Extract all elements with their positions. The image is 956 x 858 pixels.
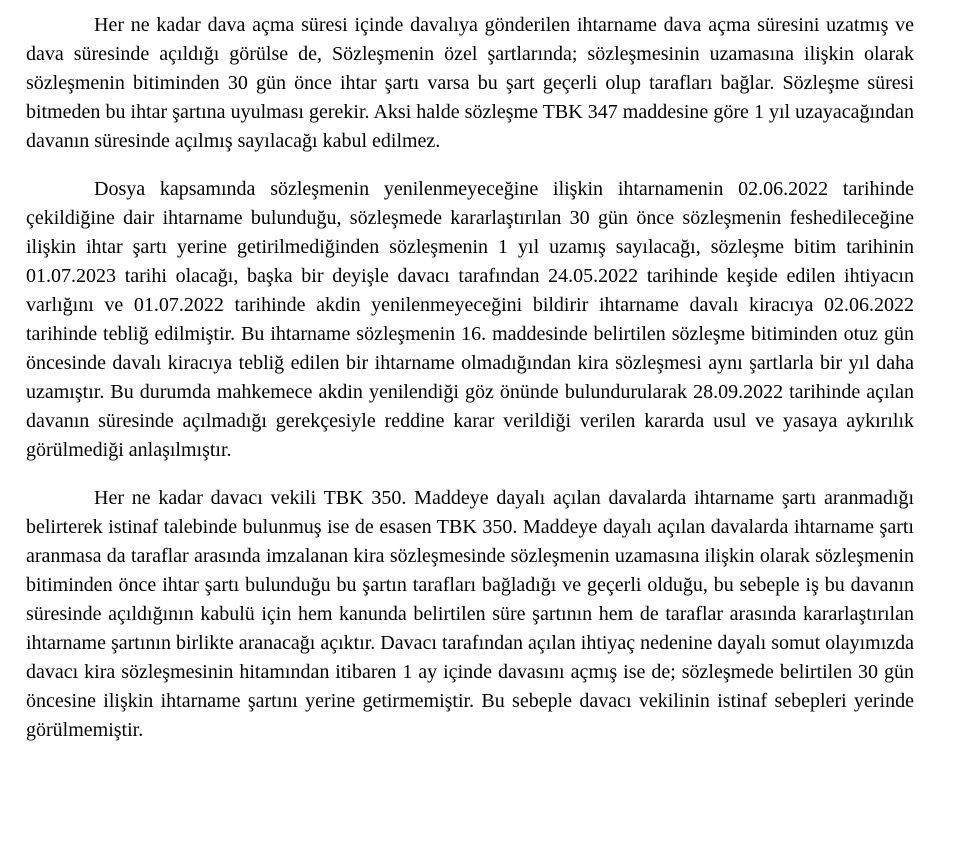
paragraph-3: Her ne kadar davacı vekili TBK 350. Maddeye dayalı açılan davalarda ihtarname şartı aranmadığı belirterek istinaf talebinde bulunmuş ise de esasen TBK 350. Maddeye dayalı açılan davalarda ihtarname şartı aranmasa da taraflar arasında imzalanan kira sözleşmesinde sözleşmenin uzamasına ilişkin olarak sözleşmenin bitiminden önce ihtar şartı bulunduğu bu şartın tarafları bağladığı ve geçerli olduğu, bu sebeple iş bu davanın süresinde açıldığının kabulü için hem kanunda belirtilen süre şartının hem de taraflar arasında kararlaştırılan ihtarname şartının birlikte aranacağı açıktır. Davacı tarafından açılan ihtiyaç nedenine dayalı somut olayımızda davacı kira sözleşmesinin hitamından itibaren 1 ay içinde davasını açmış ise de; sözleşmede belirtilen 30 gün öncesine ilişkin ihtarname şartını yerine getirmemiştir. Bu sebeple davacı vekilinin istinaf sebepleri yerinde görülmemiştir. [26,487,914,741]
paragraph-1: Her ne kadar dava açma süresi içinde davalıya gönderilen ihtarname dava açma süresini uzatmış ve dava süresinde açıldığı görülse de, Sözleşmenin özel şartlarında; sözleşmesinin uzamasına ilişkin olarak sözleşmenin bitiminden 30 gün önce ihtar şartı varsa bu şart geçerli olup tarafları bağlar. Sözleşme süresi bitmeden bu ihtar şartına uyulması gerekir. Aksi halde sözleşme TBK 347 maddesine göre 1 yıl uzayacağından davanın süresinde açılmış sayılacağı kabul edilmez. [26,14,914,152]
paragraph-2: Dosya kapsamında sözleşmenin yenilenmeyeceğine ilişkin ihtarnamenin 02.06.2022 tarihinde çekildiğine dair ihtarname bulunduğu, sözleşmede kararlaştırılan 30 gün önce sözleşmenin feshedileceğine ilişkin ihtar şartı yerine getirilmediğinden sözleşmenin 1 yıl uzamış sayılacağı, sözleşme bitim tarihinin 01.07.2023 tarihi olacağı, başka bir deyişle davacı tarafından 24.05.2022 tarihinde keşide edilen ihtiyacın varlığını ve 01.07.2022 tarihinde akdin yenilenmeyeceğini bildirir ihtarname davalı kiracıya 02.06.2022 tarihinde tebliğ edilmiştir. Bu ihtarname sözleşmenin 16. maddesinde belirtilen sözleşme bitiminden otuz gün öncesinde davalı kiracıya tebliğ edilen bir ihtarname olmadığından kira sözleşmesi aynı şartlarla bir yıl daha uzamıştır. Bu durumda mahkemece akdin yenilendiği göz önünde bulundurularak 28.09.2022 tarihinde açılan davanın süresinde açılmadığı gerekçesiyle reddine karar verildiği verilen kararda usul ve yasaya aykırılık görülmediği anlaşılmıştır. [26,178,914,461]
document-body [26,11,914,745]
